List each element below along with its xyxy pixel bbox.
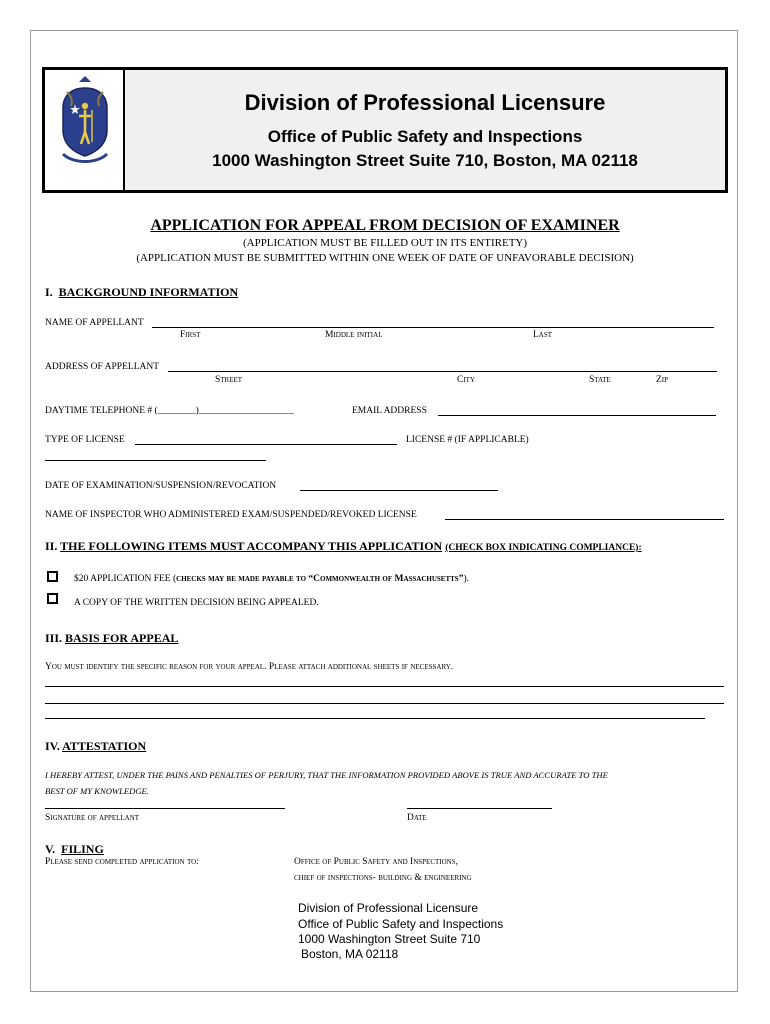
first-name-caption: First [180, 330, 201, 340]
fee-item [74, 574, 469, 584]
filing-recipient-1: Office of Public Safety and Inspections, [294, 857, 458, 867]
exam-date-field[interactable] [300, 490, 498, 491]
office-name: Office of Public Safety and Inspections [267, 127, 583, 146]
section-3-title: BASIS FOR APPEAL [65, 631, 179, 645]
fee-item-suffix: ). [463, 574, 469, 584]
seal-cell [45, 70, 125, 190]
section-3-heading [45, 631, 178, 646]
appellant-name-field[interactable] [152, 327, 714, 328]
street-caption: Street [215, 375, 243, 385]
section-2-heading [45, 539, 642, 554]
mailing-address-line-2: Office of Public Safety and Inspections [298, 917, 504, 931]
email-label: EMAIL ADDRESS [352, 406, 427, 416]
form-note-entirety: (APPLICATION MUST BE FILLED OUT IN ITS ENTIRETY) [242, 237, 528, 249]
form-title: APPLICATION FOR APPEAL FROM DECISION OF EXAMINER [150, 217, 620, 234]
mailing-address-line-1: Division of Professional Licensure [298, 901, 479, 915]
section-5-number: V. [45, 842, 56, 856]
decision-copy-item: A COPY OF THE WRITTEN DECISION BEING APPEALED. [74, 598, 319, 608]
license-type-field[interactable] [135, 444, 397, 445]
attestation-text-1: I HEREBY ATTEST, UNDER THE PAINS AND PENALTIES OF PERJURY, THAT THE INFORMATION PROVIDED ABOVE IS TRUE AND ACCURATE TO THE [45, 770, 608, 780]
inspector-name-label: NAME OF INSPECTOR WHO ADMINISTERED EXAM/SUSPENDED/REVOKED LICENSE [45, 510, 417, 520]
filing-recipient-2: chief of inspections- building & engineering [294, 873, 472, 883]
date-field[interactable] [407, 808, 552, 809]
letterhead-text [125, 70, 725, 190]
exam-date-label: DATE OF EXAMINATION/SUSPENSION/REVOCATION [45, 481, 277, 491]
inspector-name-field[interactable] [445, 519, 724, 520]
form-note-deadline: (APPLICATION MUST BE SUBMITTED WITHIN ONE WEEK OF DATE OF UNFAVORABLE DECISION) [136, 252, 634, 264]
decision-copy-checkbox[interactable] [47, 593, 58, 604]
agency-title: Division of Professional Licensure [244, 90, 606, 115]
signature-caption: Signature of appellant [45, 813, 140, 823]
section-2-number: II. [45, 539, 58, 553]
office-address: 1000 Washington Street Suite 710, Boston, MA 02118 [212, 151, 638, 170]
date-caption: Date [407, 813, 427, 823]
filing-instruction: Please send completed application to: [45, 857, 199, 867]
appeal-reason-line-1[interactable] [45, 686, 724, 687]
attestation-text-2: BEST OF MY KNOWLEDGE. [45, 786, 149, 796]
appeal-reason-line-2[interactable] [45, 703, 724, 704]
appeal-reason-instruction: You must identify the specific reason for your appeal. Please attach additional sheets if necessary. [45, 662, 454, 672]
appellant-address-field[interactable] [168, 371, 717, 372]
state-caption: State [589, 375, 611, 385]
appellant-address-label: ADDRESS OF APPELLANT [45, 362, 160, 372]
fee-item-payable: checks may be made payable to “Commonwealth of Massachusetts” [176, 574, 464, 584]
zip-caption: Zip [656, 375, 669, 385]
license-type-label: TYPE OF LICENSE [45, 435, 125, 445]
section-4-heading [45, 739, 146, 754]
mailing-address-line-3: 1000 Washington Street Suite 710 [298, 932, 481, 946]
section-3-number: III. [45, 631, 63, 645]
middle-initial-caption: Middle initial [325, 330, 383, 340]
section-2-title: THE FOLLOWING ITEMS MUST ACCOMPANY THIS APPLICATION [60, 539, 443, 553]
section-5-title: FILING [61, 842, 104, 856]
section-1-heading [45, 285, 238, 300]
fee-checkbox[interactable] [47, 571, 58, 582]
signature-field[interactable] [45, 808, 285, 809]
section-1-title: BACKGROUND INFORMATION [58, 285, 239, 299]
section-4-title: ATTESTATION [62, 739, 147, 753]
license-number-field[interactable] [45, 460, 266, 461]
section-4-number: IV. [45, 739, 60, 753]
appeal-reason-line-3[interactable] [45, 718, 705, 719]
appellant-name-label: NAME OF APPELLANT [45, 318, 144, 328]
mailing-address-line-4: Boston, MA 02118 [301, 947, 399, 961]
phone-label: DAYTIME TELEPHONE # (________)____________________ [45, 406, 294, 416]
section-2-note: (CHECK BOX INDICATING COMPLIANCE): [445, 543, 642, 553]
city-caption: City [457, 375, 475, 385]
license-number-label: LICENSE # (IF APPLICABLE) [406, 435, 529, 445]
last-name-caption: Last [533, 330, 553, 340]
section-1-number: I. [45, 285, 53, 299]
section-5-heading [45, 842, 104, 857]
massachusetts-seal-icon [45, 70, 125, 190]
email-field[interactable] [438, 415, 716, 416]
fee-item-prefix: $20 APPLICATION FEE ( [74, 574, 177, 584]
letterhead [42, 67, 728, 193]
